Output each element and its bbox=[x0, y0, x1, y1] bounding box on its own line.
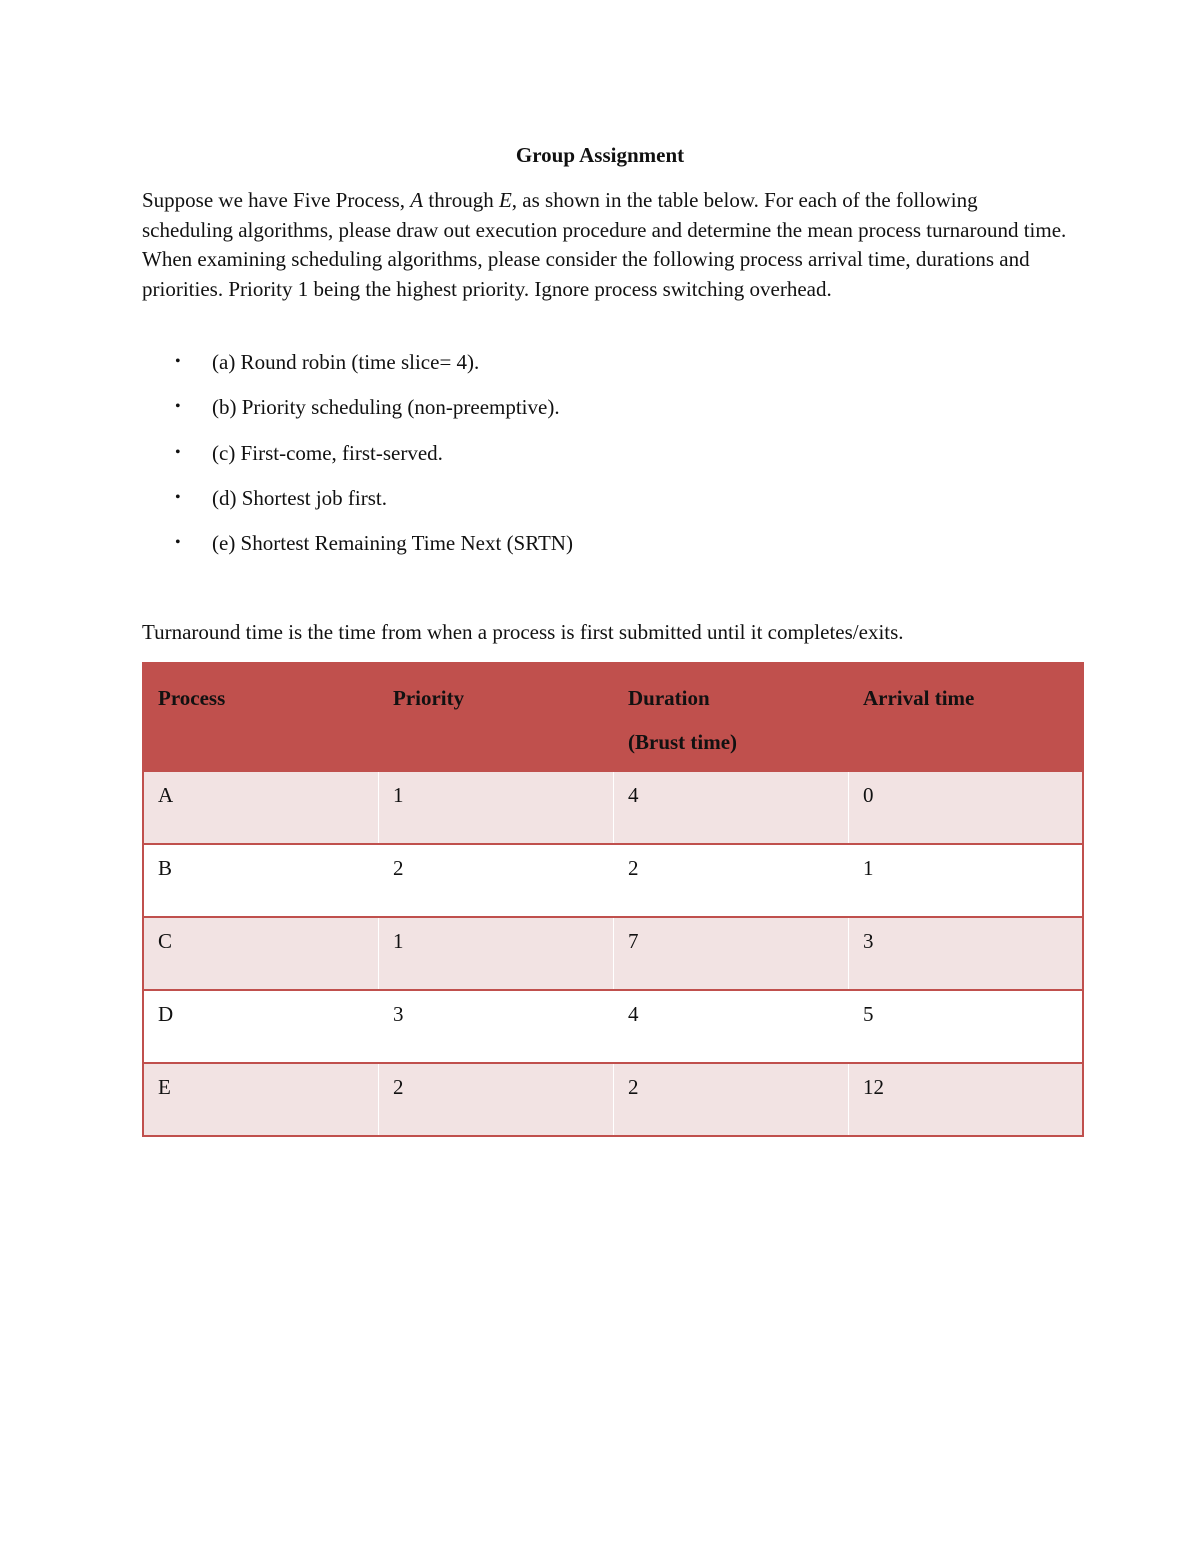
cell-process: A bbox=[158, 783, 174, 807]
cell-arrival: 12 bbox=[863, 1075, 884, 1099]
intro-text-3: , as shown in the table below. For each of the following scheduling algorithms, please draw out execution procedure and determine the mean process turnaround time. When examining scheduling algorithms, please consider the following process arrival time, durations and priorities. Priority 1 being the highest priority. Ignore process switching overhead. bbox=[142, 188, 1067, 301]
cell-arrival: 3 bbox=[863, 929, 874, 953]
cell-process: E bbox=[158, 1075, 171, 1099]
header-process: Process bbox=[158, 686, 226, 710]
intro-process-e: E bbox=[498, 188, 512, 212]
intro-paragraph bbox=[142, 186, 1072, 304]
bullet-icon: • bbox=[175, 534, 181, 552]
cell-priority: 2 bbox=[393, 856, 404, 880]
cell-arrival: 5 bbox=[863, 1002, 874, 1026]
intro-process-a: A bbox=[410, 188, 424, 212]
table-row bbox=[144, 770, 1082, 843]
cell-process: D bbox=[158, 1002, 174, 1026]
intro-text-2: through bbox=[423, 188, 499, 212]
table-row bbox=[144, 1062, 1082, 1135]
process-table bbox=[142, 662, 1084, 1137]
cell-priority: 1 bbox=[393, 929, 404, 953]
cell-process: C bbox=[158, 929, 173, 953]
cell-duration: 4 bbox=[628, 1002, 639, 1026]
document-title: Group Assignment bbox=[515, 143, 685, 167]
cell-priority: 2 bbox=[393, 1075, 404, 1099]
cell-arrival: 0 bbox=[863, 783, 874, 807]
list-item-text: (c) First-come, first-served. bbox=[212, 440, 443, 465]
cell-process: B bbox=[158, 856, 173, 880]
algorithm-list bbox=[175, 348, 1075, 574]
list-item-text: (e) Shortest Remaining Time Next (SRTN) bbox=[212, 531, 573, 556]
table-row bbox=[144, 916, 1082, 989]
cell-duration: 2 bbox=[628, 1075, 639, 1099]
table-row bbox=[144, 989, 1082, 1062]
list-item bbox=[175, 393, 1075, 438]
list-item bbox=[175, 348, 1075, 393]
bullet-icon: • bbox=[175, 488, 181, 506]
header-priority: Priority bbox=[393, 686, 465, 710]
header-duration bbox=[628, 676, 737, 764]
table-row bbox=[144, 843, 1082, 916]
table-header bbox=[144, 664, 1082, 770]
cell-duration: 4 bbox=[628, 783, 639, 807]
list-item bbox=[175, 439, 1075, 484]
cell-priority: 1 bbox=[393, 783, 404, 807]
header-duration-sub: (Brust time) bbox=[628, 730, 738, 754]
turnaround-note: Turnaround time is the time from when a process is first submitted until it completes/exits. bbox=[142, 620, 904, 644]
cell-duration: 2 bbox=[628, 856, 639, 880]
list-item-text: (b) Priority scheduling (non-preemptive). bbox=[212, 395, 560, 420]
list-item bbox=[175, 484, 1075, 529]
cell-priority: 3 bbox=[393, 1002, 404, 1026]
list-item-text: (d) Shortest job first. bbox=[212, 485, 387, 510]
intro-text-1: Suppose we have Five Process, bbox=[142, 188, 411, 212]
cell-arrival: 1 bbox=[863, 856, 874, 880]
bullet-icon: • bbox=[175, 353, 181, 370]
bullet-icon: • bbox=[175, 398, 181, 416]
header-duration-label: Duration bbox=[628, 686, 710, 710]
list-item-text: (a) Round robin (time slice= 4). bbox=[212, 350, 480, 374]
header-arrival-time: Arrival time bbox=[863, 686, 975, 710]
bullet-icon: • bbox=[175, 443, 181, 461]
list-item bbox=[175, 529, 1075, 574]
cell-duration: 7 bbox=[628, 929, 639, 953]
